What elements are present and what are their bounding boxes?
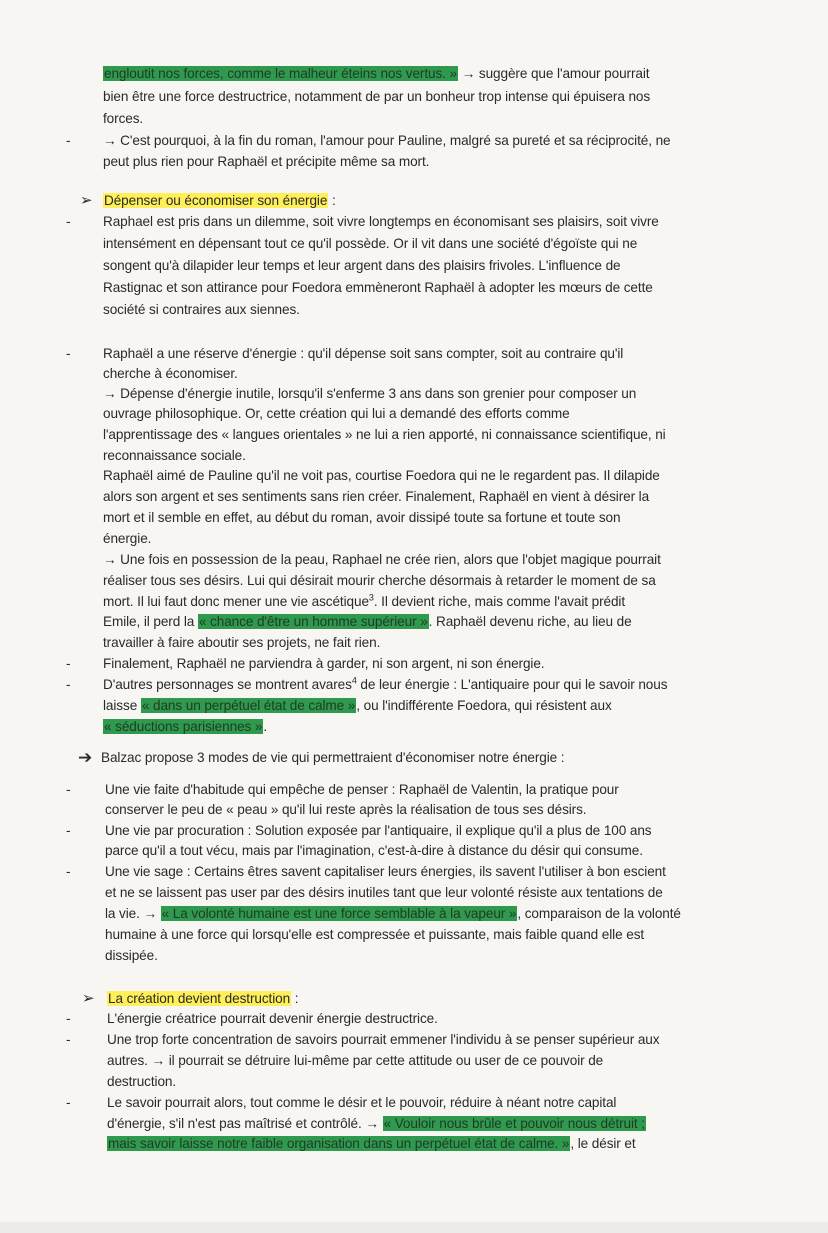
quote-highlight: « Vouloir nous brûle et pouvoir nous détruit ; [383,1116,645,1131]
text-line: et ne se laissent pas user par des désirs inutiles tant que leur volonté résiste aux tentations de [105,885,663,900]
text-line: forces. [103,111,144,126]
text-line: la vie. → « La volonté humaine est une force semblable à la vapeur », comparaison de la volonté [105,906,681,921]
dash-bullet: - [66,823,71,838]
quote-highlight: « dans un perpétuel état de calme » [141,698,356,713]
quote-highlight: « La volonté humaine est une force semblable à la vapeur » [161,906,517,921]
quote-highlight: engloutit nos forces, comme le malheur éteins nos vertus. » [104,66,458,81]
text-line: bien être une force destructrice, notamment de par un bonheur trop intense qui épuisera nos [103,89,651,104]
text-line: Une vie par procuration : Solution exposée par l'antiquaire, il explique qu'il a plus de 100 ans [105,823,652,838]
text-line: Raphael est pris dans un dilemme, soit vivre longtemps en économisant ses plaisirs, soit vivre [103,214,659,229]
text-line: Rastignac et son attirance pour Foedora emmèneront Raphaël à adopter les mœurs de cette [103,280,653,295]
text-line: travailler à faire aboutir ses projets, ne fait rien. [103,635,381,650]
text-line: reconnaissance sociale. [103,448,246,463]
text-line: Emile, il perd la « chance d'être un homme supérieur ». Raphaël devenu riche, au lieu de [103,614,632,629]
chevron-bullet-icon: ➢ [82,990,95,1007]
text-line: L'énergie créatrice pourrait devenir énergie destructrice. [107,1011,438,1026]
text-line: songent qu'à dilapider leur temps et leur argent dans des plaisirs frivoles. L'influence de [103,258,621,273]
text-line: Une vie faite d'habitude qui empêche de penser : Raphaël de Valentin, la pratique pour [105,782,619,797]
text-line: Le savoir pourrait alors, tout comme le désir et le pouvoir, réduire à néant notre capital [107,1095,617,1110]
text-line: mort. Il lui faut donc mener une vie ascétique$^3$. Il devient riche, mais comme l'avait prédit [103,592,626,609]
text-line: parce qu'il a tout vécu, mais par l'imagination, c'est-à-dire à distance du désir qui consume. [105,843,643,858]
dash-bullet: - [66,1011,71,1026]
dash-bullet: - [66,133,71,148]
text-line: énergie. [103,531,152,546]
text-line: → C'est pourquoi, à la fin du roman, l'amour pour Pauline, malgré sa pureté et sa réciprocité, ne [103,133,671,148]
text-line: engloutit nos forces, comme le malheur éteins nos vertus. » → suggère que l'amour pourrait [104,66,650,81]
dash-bullet: - [66,782,71,797]
text-line: conserver le peu de « peau » qu'il lui reste après la réalisation de tous ses désirs. [105,802,587,817]
text-line: société si contraires aux siennes. [103,302,300,317]
text-line: d'énergie, s'il n'est pas maîtrisé et contrôlé. → « Vouloir nous brûle et pouvoir nous détruit ; [107,1116,645,1131]
text-line: → Dépense d'énergie inutile, lorsqu'il s'enferme 3 ans dans son grenier pour composer un [103,386,637,401]
quote-highlight: mais savoir laisse notre faible organisation dans un perpétuel état de calme. » [108,1136,570,1151]
quote-highlight: « chance d'être un homme supérieur » [198,614,428,629]
page-bottom-edge [0,1222,828,1233]
text-line: Raphaël aimé de Pauline qu'il ne voit pas, courtise Foedora qui ne le regardent pas. Il dilapide [103,468,660,483]
arrow-bullet-icon: ➔ [78,748,93,767]
text-line: cherche à économiser. [103,366,238,381]
text-line: intensément en dépensant tout ce qu'il possède. Or il vit dans une société d'égoïste qui ne [103,236,638,251]
text-line: Finalement, Raphaël ne parviendra à garder, ni son argent, ni son énergie. [103,656,545,671]
text-line: dissipée. [105,948,158,963]
dash-bullet: - [66,346,71,361]
text-line: « séductions parisiennes ». [104,719,268,734]
text-line: mort et il semble en effet, au début du roman, avoir dissipé toute sa fortune et toute son [103,510,621,525]
dash-bullet: - [66,214,71,229]
dash-bullet: - [66,864,71,879]
text-line: destruction. [107,1074,177,1089]
text-line: Balzac propose 3 modes de vie qui permettraient d'économiser notre énergie : [101,750,565,765]
text-line: → Une fois en possession de la peau, Raphael ne crée rien, alors que l'objet magique pourrait [103,552,661,567]
dash-bullet: - [66,677,71,692]
dash-bullet: - [66,656,71,671]
dash-bullet: - [66,1095,71,1110]
text-line: autres. → il pourrait se détruire lui-même par cette attitude ou user de ce pouvoir de [107,1053,604,1068]
text-line: ouvrage philosophique. Or, cette création qui lui a demandé des efforts comme [103,406,570,421]
text-line: Raphaël a une réserve d'énergie : qu'il dépense soit sans compter, soit au contraire qu'il [103,346,624,361]
quote-highlight: « séductions parisiennes » [104,719,263,734]
dash-bullet: - [66,1032,71,1047]
text-line: alors son argent et ses sentiments sans rien créer. Finalement, Raphaël en vient à désirer la [103,489,650,504]
text-line: humaine à une force qui lorsqu'elle est compressée et puissante, mais faible quand elle est [105,927,645,942]
text-line: laisse « dans un perpétuel état de calme », ou l'indifférente Foedora, qui résistent aux [103,698,612,713]
text-line: mais savoir laisse notre faible organisation dans un perpétuel état de calme. », le désir et [108,1136,636,1151]
text-line: peut plus rien pour Raphaël et précipite même sa mort. [103,154,430,169]
section-heading: La création devient destruction : [108,991,299,1006]
text-line: l'apprentissage des « langues orientales » ne lui a rien apporté, ni connaissance scientifique, ni [103,427,666,442]
chevron-bullet-icon: ➢ [80,192,93,209]
text-line: Une trop forte concentration de savoirs pourrait emmener l'individu à se penser supérieur aux [107,1032,660,1047]
text-line: réaliser tous ses désirs. Lui qui désirait mourir cherche désormais à retarder le moment de sa [103,573,656,588]
section-heading: Dépenser ou économiser son énergie : [104,193,336,208]
text-line: D'autres personnages se montrent avares$^4$ de leur énergie : L'antiquaire pour qui le savoir nous [103,675,668,692]
text-line: Une vie sage : Certains êtres savent capitaliser leurs énergies, ils savent l'utiliser à bon escient [105,864,666,879]
